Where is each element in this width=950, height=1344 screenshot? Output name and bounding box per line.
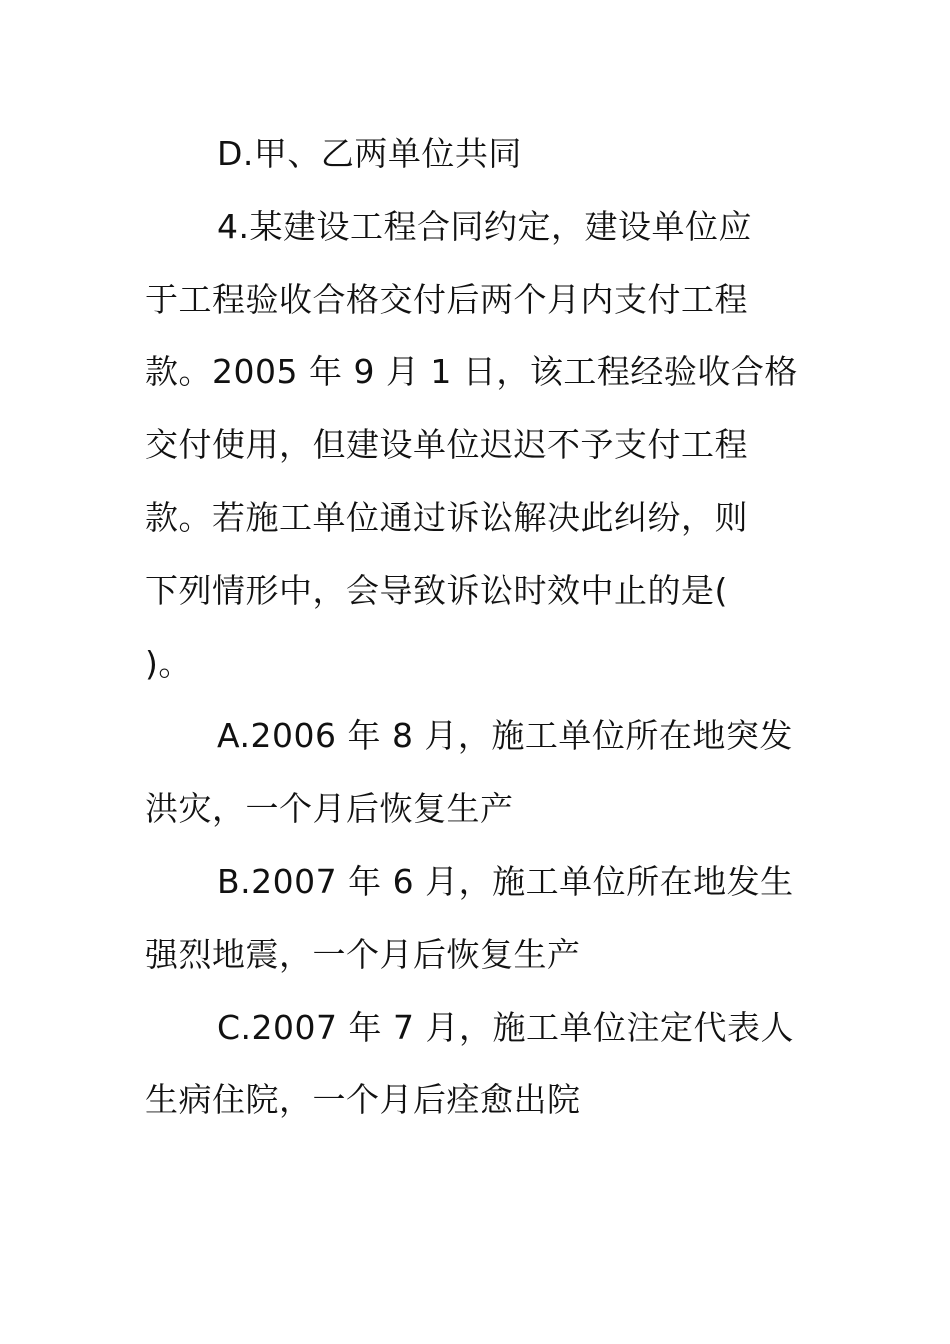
option-a-line-2: 洪灾，一个月后恢复生产 — [145, 789, 514, 829]
question-4-line-5: 款。若施工单位通过诉讼解决此纠纷，则 — [145, 497, 748, 537]
option-b-line-1: B.2007 年 6 月，施工单位所在地发生 — [217, 861, 794, 901]
option-b-line-2: 强烈地震，一个月后恢复生产 — [145, 934, 581, 974]
document-text — [145, 118, 807, 1137]
option-c-line-2: 生病住院，一个月后痊愈出院 — [145, 1080, 581, 1120]
option-d-line-1: D.甲、乙两单位共同 — [217, 134, 522, 173]
option-c-line-1: C.2007 年 7 月，施工单位注定代表人 — [217, 1007, 794, 1047]
question-4-line-7: )。 — [145, 643, 192, 683]
question-4-line-4: 交付使用，但建设单位迟迟不予支付工程 — [145, 425, 748, 465]
option-a-line-1: A.2006 年 8 月，施工单位所在地突发 — [217, 716, 793, 756]
question-4-line-2: 于工程验收合格交付后两个月内支付工程 — [145, 279, 748, 319]
question-4-line-6: 下列情形中，会导致诉讼时效中止的是( — [145, 570, 728, 610]
question-4-line-1: 4.某建设工程合同约定，建设单位应 — [217, 206, 752, 246]
question-4-line-3: 款。2005 年 9 月 1 日，该工程经验收合格 — [145, 352, 798, 392]
